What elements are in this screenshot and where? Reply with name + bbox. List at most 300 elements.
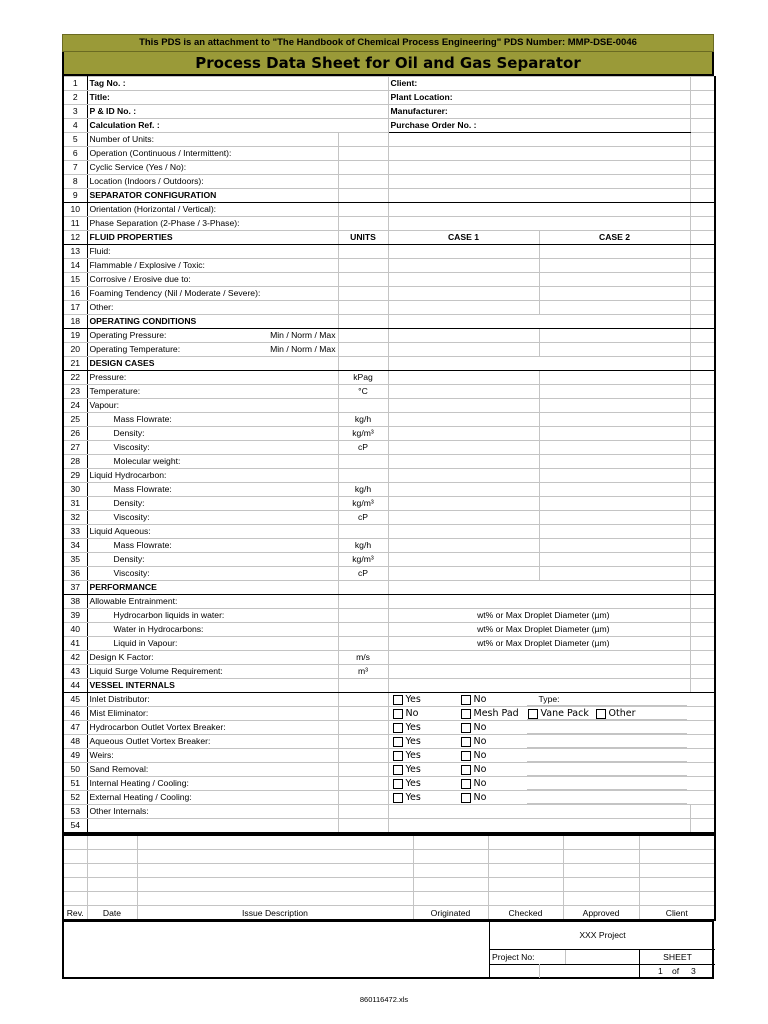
field-label: Flammable / Explosive / Toxic: — [87, 259, 338, 273]
units-cell — [338, 287, 388, 301]
row-number: 6 — [63, 147, 87, 161]
case2-value[interactable] — [539, 399, 690, 413]
row-number: 17 — [63, 301, 87, 315]
revision-cell[interactable] — [563, 878, 639, 892]
section-cell — [690, 679, 715, 693]
row-number: 29 — [63, 469, 87, 483]
checkbox-options — [388, 693, 715, 707]
revision-cell[interactable] — [563, 850, 639, 864]
field-label: Sand Removal: — [87, 763, 338, 777]
revision-header: Date — [87, 906, 137, 921]
checkbox[interactable] — [461, 723, 471, 733]
table-row — [63, 735, 715, 749]
field-label: Weirs: — [87, 749, 338, 763]
row-number: 9 — [63, 189, 87, 203]
case1-value[interactable] — [388, 525, 539, 539]
field-extra[interactable] — [690, 595, 715, 609]
section-cell — [338, 189, 388, 203]
case2-value[interactable] — [539, 343, 690, 357]
checkbox[interactable] — [596, 709, 606, 719]
case1-value[interactable] — [388, 385, 539, 399]
revision-table — [62, 834, 716, 921]
section-cell — [338, 315, 388, 329]
revision-cell[interactable] — [488, 892, 563, 906]
row-number: 1 — [63, 77, 87, 91]
revision-cell[interactable] — [488, 850, 563, 864]
units-cell[interactable] — [338, 203, 388, 217]
revision-cell[interactable] — [563, 864, 639, 878]
revision-header: Checked — [488, 906, 563, 921]
case2-value[interactable] — [539, 259, 690, 273]
field-extra[interactable] — [690, 455, 715, 469]
checkbox[interactable] — [461, 793, 471, 803]
case1-value[interactable] — [388, 497, 539, 511]
table-row — [63, 133, 715, 147]
case1-value[interactable] — [388, 441, 539, 455]
units-cell: cP — [338, 441, 388, 455]
case2-value[interactable] — [539, 287, 690, 301]
table-row — [63, 707, 715, 721]
checkbox[interactable] — [393, 765, 403, 775]
option-label: No — [473, 736, 487, 748]
checkbox[interactable] — [461, 751, 471, 761]
revision-cell[interactable] — [639, 835, 715, 850]
revision-cell[interactable] — [137, 892, 413, 906]
case2-header: CASE 2 — [539, 231, 690, 245]
project-no-value[interactable] — [565, 950, 640, 964]
field-label: External Heating / Cooling: — [87, 791, 338, 805]
revision-cell[interactable] — [137, 864, 413, 878]
checkbox[interactable] — [393, 793, 403, 803]
revision-cell[interactable] — [87, 864, 137, 878]
section-cell — [338, 357, 388, 371]
case2-value[interactable] — [539, 385, 690, 399]
case1-value[interactable] — [388, 413, 539, 427]
table-row — [63, 525, 715, 539]
units-cell: kg/h — [338, 539, 388, 553]
row-number: 42 — [63, 651, 87, 665]
table-row — [63, 567, 715, 581]
field-extra[interactable] — [690, 301, 715, 315]
field-label — [87, 329, 338, 343]
checkbox[interactable] — [461, 695, 471, 705]
table-row — [63, 385, 715, 399]
row-number: 3 — [63, 105, 87, 119]
table-row — [63, 651, 715, 665]
field-label: Mass Flowrate: — [87, 413, 338, 427]
field-extra[interactable] — [690, 441, 715, 455]
revision-cell[interactable] — [63, 892, 87, 906]
case2-value[interactable] — [539, 273, 690, 287]
section-cell — [690, 357, 715, 371]
field-label: Location (Indoors / Outdoors): — [87, 175, 338, 189]
field-label — [87, 819, 338, 834]
case1-value[interactable] — [388, 483, 539, 497]
case1-value[interactable] — [388, 553, 539, 567]
case1-value[interactable] — [388, 301, 539, 315]
row-number: 16 — [63, 287, 87, 301]
units-cell — [338, 273, 388, 287]
row-number: 24 — [63, 399, 87, 413]
table-row — [63, 357, 715, 371]
revision-header: Issue Description — [137, 906, 413, 921]
units-cell — [338, 707, 388, 721]
row-number: 10 — [63, 203, 87, 217]
option-label: Yes — [405, 736, 421, 748]
revision-cell[interactable] — [639, 850, 715, 864]
field-label: Water in Hydrocarbons: — [87, 623, 338, 637]
case2-value[interactable] — [539, 469, 690, 483]
row-number: 36 — [63, 567, 87, 581]
units-cell[interactable] — [338, 147, 388, 161]
field-extra[interactable] — [690, 567, 715, 581]
field-value[interactable] — [388, 217, 690, 231]
row-number: 49 — [63, 749, 87, 763]
revision-cell[interactable] — [639, 892, 715, 906]
case2-value[interactable] — [539, 441, 690, 455]
revision-cell[interactable] — [488, 835, 563, 850]
checkbox[interactable] — [393, 751, 403, 761]
field-label: Density: — [87, 497, 338, 511]
field-extra[interactable] — [690, 371, 715, 385]
revision-cell[interactable] — [563, 835, 639, 850]
units-cell: kPag — [338, 371, 388, 385]
units-cell — [338, 637, 388, 651]
table-row — [63, 301, 715, 315]
row-number: 39 — [63, 609, 87, 623]
field-extra[interactable] — [690, 665, 715, 679]
checkbox[interactable] — [393, 737, 403, 747]
case2-value[interactable] — [539, 427, 690, 441]
field-label: Liquid in Vapour: — [87, 637, 338, 651]
field-value[interactable] — [388, 819, 690, 834]
units-cell — [338, 777, 388, 791]
revision-cell[interactable] — [87, 850, 137, 864]
field-label: Design K Factor: — [87, 651, 338, 665]
option-label: No — [473, 722, 487, 734]
field-label-text: Operating Temperature: — [89, 344, 181, 354]
case1-value[interactable] — [388, 343, 539, 357]
field-extra[interactable] — [690, 147, 715, 161]
field-extra[interactable] — [690, 483, 715, 497]
case1-value[interactable] — [388, 455, 539, 469]
case1-value[interactable] — [388, 259, 539, 273]
field-label: Molecular weight: — [87, 455, 338, 469]
checkbox-options — [388, 735, 715, 749]
field-extra[interactable] — [690, 497, 715, 511]
checkbox[interactable] — [393, 709, 403, 719]
case2-value[interactable] — [539, 497, 690, 511]
revision-row — [63, 835, 715, 850]
units-cell — [338, 609, 388, 623]
title-block — [62, 921, 714, 979]
table-row — [63, 231, 715, 245]
case1-value[interactable] — [388, 371, 539, 385]
case1-value[interactable] — [388, 567, 539, 581]
units-cell: kg/m³ — [338, 497, 388, 511]
field-extra[interactable] — [690, 511, 715, 525]
table-row — [63, 287, 715, 301]
range-label: Min / Norm / Max — [270, 330, 336, 340]
sheet-total: 3 — [691, 966, 696, 976]
case1-value[interactable] — [388, 329, 539, 343]
case2-value[interactable] — [539, 483, 690, 497]
units-cell[interactable] — [338, 217, 388, 231]
row-number: 4 — [63, 119, 87, 133]
checkbox[interactable] — [461, 709, 471, 719]
option-label: Other — [608, 708, 636, 720]
option-label: No — [473, 750, 487, 762]
field-extra[interactable] — [690, 385, 715, 399]
table-row — [63, 273, 715, 287]
checkbox[interactable] — [461, 737, 471, 747]
option-label: No — [473, 694, 487, 706]
field-extra[interactable] — [690, 203, 715, 217]
units-cell — [338, 455, 388, 469]
field-extra[interactable] — [690, 343, 715, 357]
field-extra[interactable] — [690, 525, 715, 539]
field-extra[interactable] — [690, 553, 715, 567]
table-row — [63, 245, 715, 259]
case2-value[interactable] — [539, 413, 690, 427]
case2-value[interactable] — [539, 245, 690, 259]
row-number: 53 — [63, 805, 87, 819]
case1-value[interactable] — [388, 539, 539, 553]
field-value[interactable] — [388, 133, 690, 147]
field-value[interactable] — [690, 91, 715, 105]
field-extra[interactable] — [690, 805, 715, 819]
table-row — [63, 609, 715, 623]
field-label: Inlet Distributor: — [87, 693, 338, 707]
field-value[interactable] — [388, 203, 690, 217]
revision-cell[interactable] — [413, 850, 488, 864]
field-value[interactable] — [388, 175, 690, 189]
case1-value[interactable] — [388, 511, 539, 525]
project-name: XXX Project — [579, 930, 626, 940]
field-label: Aqueous Outlet Vortex Breaker: — [87, 735, 338, 749]
field-label: Orientation (Horizontal / Vertical): — [87, 203, 338, 217]
case1-value[interactable] — [388, 427, 539, 441]
row-number: 54 — [63, 819, 87, 834]
field-extra[interactable] — [690, 133, 715, 147]
field-extra[interactable] — [690, 273, 715, 287]
units-cell — [338, 399, 388, 413]
field-label: Calculation Ref. : — [87, 119, 388, 133]
case2-value[interactable] — [539, 329, 690, 343]
field-label: Density: — [87, 553, 338, 567]
project-no-label: Project No: — [492, 952, 535, 962]
field-label: Plant Location: — [388, 91, 690, 105]
revision-cell[interactable] — [413, 892, 488, 906]
case2-value[interactable] — [539, 301, 690, 315]
section-heading-fluid-properties: FLUID PROPERTIES — [87, 231, 338, 245]
row-number: 21 — [63, 357, 87, 371]
revision-cell[interactable] — [413, 835, 488, 850]
case2-value[interactable] — [539, 539, 690, 553]
revision-cell[interactable] — [563, 892, 639, 906]
field-extra[interactable] — [690, 161, 715, 175]
table-row — [63, 805, 715, 819]
checkbox[interactable] — [393, 723, 403, 733]
units-cell — [338, 791, 388, 805]
case2-value[interactable] — [539, 525, 690, 539]
units-cell[interactable] — [338, 133, 388, 147]
field-value[interactable] — [690, 119, 715, 133]
section-heading-performance: PERFORMANCE — [87, 581, 338, 595]
revision-cell[interactable] — [488, 878, 563, 892]
table-row — [63, 665, 715, 679]
field-label: Mass Flowrate: — [87, 539, 338, 553]
field-extra[interactable] — [690, 259, 715, 273]
section-heading-operating-conditions: OPERATING CONDITIONS — [87, 315, 338, 329]
revision-cell[interactable] — [137, 878, 413, 892]
revision-cell[interactable] — [413, 878, 488, 892]
revision-header: Rev. — [63, 906, 87, 921]
table-row — [63, 315, 715, 329]
table-row — [63, 399, 715, 413]
case1-value[interactable] — [388, 273, 539, 287]
field-value[interactable] — [690, 77, 715, 91]
row-number: 43 — [63, 665, 87, 679]
field-label: Number of Units: — [87, 133, 338, 147]
units-cell: kg/h — [338, 483, 388, 497]
field-extra[interactable] — [690, 245, 715, 259]
field-value[interactable] — [388, 147, 690, 161]
row-number: 26 — [63, 427, 87, 441]
section-heading-separator-configuration: SEPARATOR CONFIGURATION — [87, 189, 338, 203]
units-cell[interactable] — [338, 175, 388, 189]
case1-value[interactable] — [388, 469, 539, 483]
units-cell — [338, 259, 388, 273]
row-number: 14 — [63, 259, 87, 273]
row-number: 18 — [63, 315, 87, 329]
revision-row — [63, 878, 715, 892]
checkbox[interactable] — [393, 779, 403, 789]
field-extra[interactable] — [690, 175, 715, 189]
revision-cell[interactable] — [413, 864, 488, 878]
row-number: 22 — [63, 371, 87, 385]
field-value[interactable] — [388, 651, 690, 665]
field-extra[interactable] — [690, 623, 715, 637]
case2-value[interactable] — [539, 511, 690, 525]
case2-value[interactable] — [539, 553, 690, 567]
section-cell — [338, 679, 388, 693]
field-extra[interactable] — [690, 651, 715, 665]
revision-cell[interactable] — [137, 850, 413, 864]
checkbox[interactable] — [393, 695, 403, 705]
field-extra[interactable] — [690, 819, 715, 834]
field-label: Density: — [87, 427, 338, 441]
case2-value[interactable] — [539, 567, 690, 581]
revision-cell[interactable] — [639, 864, 715, 878]
revision-cell[interactable] — [63, 878, 87, 892]
table-row — [63, 91, 715, 105]
field-label: Fluid: — [87, 245, 338, 259]
case2-value[interactable] — [539, 455, 690, 469]
row-number: 34 — [63, 539, 87, 553]
field-label-text: Operating Pressure: — [89, 330, 167, 340]
field-label — [87, 343, 338, 357]
row-number: 23 — [63, 385, 87, 399]
revision-cell[interactable] — [63, 850, 87, 864]
case1-header: CASE 1 — [388, 231, 539, 245]
field-label: Client: — [388, 77, 690, 91]
row-number: 8 — [63, 175, 87, 189]
revision-cell[interactable] — [639, 878, 715, 892]
field-extra[interactable] — [690, 287, 715, 301]
revision-cell[interactable] — [87, 878, 137, 892]
field-value[interactable] — [388, 161, 690, 175]
table-row — [63, 539, 715, 553]
field-label: Pressure: — [87, 371, 338, 385]
field-label: Tag No. : — [87, 77, 388, 91]
field-value[interactable] — [388, 805, 690, 819]
case2-value[interactable] — [539, 371, 690, 385]
field-extra[interactable] — [690, 427, 715, 441]
revision-header: Approved — [563, 906, 639, 921]
table-row — [63, 749, 715, 763]
revision-header: Client — [639, 906, 715, 921]
field-value[interactable] — [690, 105, 715, 119]
option-label: Yes — [405, 750, 421, 762]
revision-cell[interactable] — [87, 835, 137, 850]
row-number: 41 — [63, 637, 87, 651]
field-extra[interactable] — [690, 637, 715, 651]
case1-value[interactable] — [388, 245, 539, 259]
table-row — [63, 693, 715, 707]
field-label: Manufacturer: — [388, 105, 690, 119]
checkbox[interactable] — [461, 765, 471, 775]
table-row — [63, 483, 715, 497]
field-extra[interactable] — [690, 469, 715, 483]
revision-cell[interactable] — [63, 835, 87, 850]
revision-cell[interactable] — [63, 864, 87, 878]
checkbox[interactable] — [461, 779, 471, 789]
row-number: 7 — [63, 161, 87, 175]
checkbox[interactable] — [528, 709, 538, 719]
field-label: Allowable Entrainment: — [87, 595, 338, 609]
field-extra[interactable] — [690, 399, 715, 413]
case1-value[interactable] — [388, 399, 539, 413]
section-cell — [690, 231, 715, 245]
case1-value[interactable] — [388, 287, 539, 301]
option-label: Yes — [405, 764, 421, 776]
field-extra[interactable] — [690, 217, 715, 231]
revision-cell[interactable] — [488, 864, 563, 878]
field-label: Corrosive / Erosive due to: — [87, 273, 338, 287]
field-extra[interactable] — [690, 413, 715, 427]
field-extra[interactable] — [690, 329, 715, 343]
field-label: Other: — [87, 301, 338, 315]
checkbox-options — [388, 707, 715, 721]
field-value[interactable] — [388, 595, 690, 609]
checkbox-options — [388, 791, 715, 805]
field-extra[interactable] — [690, 539, 715, 553]
revision-cell[interactable] — [87, 892, 137, 906]
units-cell[interactable] — [338, 161, 388, 175]
section-cell — [690, 315, 715, 329]
project-no-extra — [540, 964, 640, 978]
field-value[interactable] — [388, 665, 690, 679]
table-row — [63, 105, 715, 119]
revision-cell[interactable] — [137, 835, 413, 850]
section-cell — [690, 581, 715, 595]
field-extra[interactable] — [690, 609, 715, 623]
option-label: No — [473, 764, 487, 776]
section-heading-vessel-internals: VESSEL INTERNALS — [87, 679, 338, 693]
row-number: 30 — [63, 483, 87, 497]
row-number: 15 — [63, 273, 87, 287]
